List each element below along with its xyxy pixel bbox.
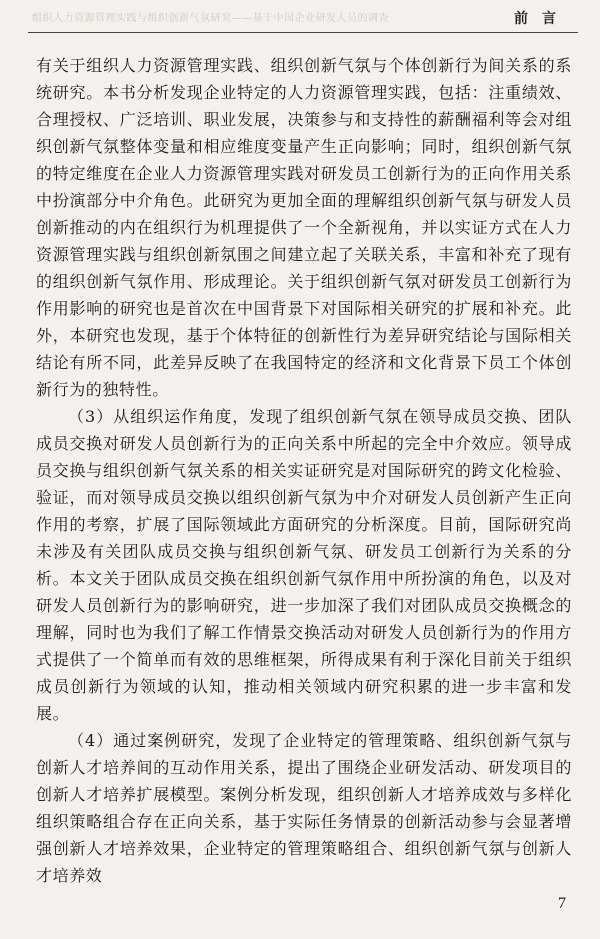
paragraph-point-3: （3）从组织运作角度，发现了组织创新气氛在领导成员交换、团队成员交换对研发人员创新行为的正向关系中所起的完全中介效应。领导成员交换与组织创新气氛关系的相关实证研究是对国际研究的跨文化检验、验证，而对领导成员交换以组织创新气氛为中介对研发人员创新产生正向作用的考察，扩展了国际领域此方面研究的分析深度。目前，国际研究尚未涉及有关团队成员交换与组织创新气氛、研发员工创新行为关系的分析。本文关于团队成员交换在组织创新气氛作用中所扮演的角色，以及对研发人员创新行为的影响研究，进一步加深了我们对团队成员交换概念的理解，同时也为我们了解工作情景交换活动对研发人员创新行为的作用方式提供了一个简单而有效的思维框架，所得成果有利于深化目前关于组织成员创新行为领域的认知，推动相关领域内研究积累的进一步丰富和发展。 (36, 407, 572, 723)
paragraph-continuation: 有关于组织人力资源管理实践、组织创新气氛与个体创新行为间关系的系统研究。本书分析发现企业特定的人力资源管理实践，包括：注重绩效、合理授权、广泛培训、职业发展，决策参与和支持性的薪酬福利等会对组织创新气氛整体变量和相应维度变量产生正向影响；同时，组织创新气氛的特定维度在企业人力资源管理实践对研发员工创新行为的正向作用关系中扮演部分中介角色。此研究为更加全面的理解组织创新气氛与研发人员创新推动的内在组织行为机理提供了一个全新视角，并以实证方式在人力资源管理实践与组织创新氛围之间建立起了关联关系，丰富和补充了现有的组织创新气氛作用、形成理论。关于组织创新气氛对研发员工创新行为作用影响的研究也是首次在中国背景下对国际相关研究的扩展和补充。此外，本研究也发现，基于个体特征的创新性行为差异研究结论与国际相关结论有所不同，此差异反映了在我国特定的经济和文化背景下员工个体创新行为的独特性。 (36, 56, 572, 399)
body-text (36, 52, 572, 889)
paragraph-point-4: （4）通过案例研究，发现了企业特定的管理策略、组织创新气氛与创新人才培养间的互动作用关系，提出了围绕企业研发活动、研发项目的创新人才培养扩展模型。案例分析发现，组织创新人才培养成效与多样化组织策略组合存在正向关系，基于实际任务情景的创新活动参与会显著增强创新人才培养效果，企业特定的管理策略组合、组织创新气氛与创新人才培养效 (36, 731, 572, 885)
running-title: 组织人力资源管理实践与组织创新气氛研究——基于中国企业研发人员的调查 (32, 13, 389, 24)
page-number: 7 (558, 895, 566, 912)
section-title: 前言 (514, 11, 570, 27)
page-header (0, 0, 600, 34)
header-rule (28, 32, 578, 33)
